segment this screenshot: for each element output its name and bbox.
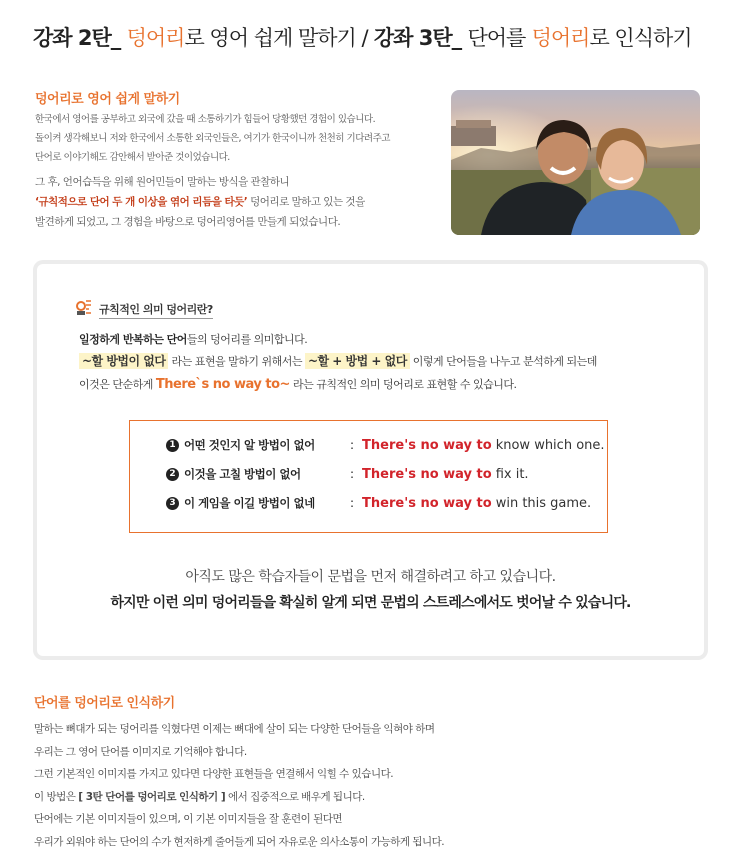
example-colon: : xyxy=(350,438,355,452)
two-women-photo xyxy=(451,90,700,235)
example-row xyxy=(166,437,605,453)
example-number-badge: 2 xyxy=(166,468,179,481)
example-colon: : xyxy=(350,496,355,510)
example-korean: 어떤 것인지 알 방법이 없어 xyxy=(184,438,315,452)
title-part2-bold: 강좌 3탄_ xyxy=(373,26,462,50)
example-number-badge: 1 xyxy=(166,439,179,452)
card-line3 xyxy=(79,376,516,392)
section3-line4-rest: 에서 집중적으로 배우게 됩니다. xyxy=(225,790,365,803)
card-heading-label: 규칙적인 의미 덩어리란? xyxy=(99,301,213,319)
section1-heading: 덩어리로 영어 쉽게 말하기 xyxy=(35,92,180,107)
section1-p2-line2-rest: 덩어리로 말하고 있는 것을 xyxy=(247,196,365,208)
section3-line: 우리가 외워야 하는 단어의 수가 현저하게 줄어들게 되어 자유로운 의사소통이 가능하게 됩니다. xyxy=(34,835,445,848)
example-english: know which one. xyxy=(495,437,605,453)
title-part2-rest: 로 인식하기 xyxy=(589,26,692,50)
card-highlight2: ~할 + 방법 + 없다 xyxy=(305,353,410,369)
title-part1-bold: 강좌 2탄_ xyxy=(33,26,121,50)
photo-illustration xyxy=(451,90,700,235)
card-summary-line1: 아직도 많은 학습자들이 문법을 먼저 해결하려고 하고 있습니다. xyxy=(185,569,556,585)
section1-p1-line: 돌이켜 생각해보니 저와 한국에서 소통한 외국인들은, 여기가 한국이니까 천천히 기다려주고 xyxy=(35,133,390,144)
definition-card xyxy=(37,264,704,656)
section3-line4-pre: 이 방법은 xyxy=(34,790,79,803)
key-hole-icon xyxy=(75,298,93,322)
title-part2-highlight: 덩어리 xyxy=(531,26,590,50)
example-korean: 이 게임을 이길 방법이 없네 xyxy=(184,496,315,510)
section3-paragraph xyxy=(34,718,444,853)
section1-p2-line1: 그 후, 언어습득을 위해 원어민들이 말하는 방식을 관찰하니 xyxy=(35,176,290,188)
section3-heading: 단어를 덩어리로 인식하기 xyxy=(34,696,175,711)
example-phrase: There's no way to xyxy=(362,466,492,482)
section3-line: 우리는 그 영어 단어를 이미지로 기억해야 합니다. xyxy=(34,745,247,758)
card-line3-rest: 라는 규칙적인 의미 덩어리로 표현할 수 있습니다. xyxy=(289,378,517,391)
examples-box xyxy=(129,420,608,533)
card-heading xyxy=(75,298,213,322)
section1-paragraph2 xyxy=(35,172,365,232)
title-part1-rest: 로 영어 쉽게 말하기 / xyxy=(184,26,368,50)
card-line2-mid: 라는 표현을 말하기 위해서는 xyxy=(168,355,305,368)
card-line2-rest: 이렇게 단어들을 나누고 분석하게 되는데 xyxy=(409,355,597,368)
card-line1 xyxy=(79,331,307,347)
section1-p2-line3: 발견하게 되었고, 그 경험을 바탕으로 덩어리영어를 만들게 되었습니다. xyxy=(35,216,341,228)
section1-emphasis: ‘규칙적으로 단어 두 개 이상을 엮어 리듬을 타듯’ xyxy=(35,196,248,208)
section1-p2-line2 xyxy=(35,192,365,212)
section1-p1-line: 한국에서 영어를 공부하고 외국에 갔을 때 소통하기가 힘들어 당황했던 경험이 있습니다. xyxy=(35,114,376,125)
section3-line xyxy=(34,786,444,809)
card-line3-orange: There`s no way to~ xyxy=(155,377,290,392)
example-colon: : xyxy=(350,467,355,481)
card-summary-line2: 하지만 이런 의미 덩어리들을 확실히 알게 되면 문법의 스트레스에서도 벗어날 수 있습니다. xyxy=(110,595,631,611)
section3-line: 그런 기본적인 이미지를 가지고 있다면 다양한 표현들을 연결해서 익힐 수 있습니다. xyxy=(34,768,394,780)
card-line3-pre: 이것은 단순하게 xyxy=(79,378,156,391)
card-line1-bold: 일정하게 반복하는 단어 xyxy=(79,333,187,346)
card-line1-rest: 들의 덩어리를 의미합니다. xyxy=(186,333,308,346)
section3-line4-bold: [ 3탄 단어를 덩어리로 인식하기 ] xyxy=(78,790,226,803)
example-korean: 이것을 고칠 방법이 없어 xyxy=(184,467,301,481)
card-highlight1: ~할 방법이 없다 xyxy=(79,353,168,369)
example-english: fix it. xyxy=(495,466,529,482)
example-phrase: There's no way to xyxy=(362,437,492,453)
example-phrase: There's no way to xyxy=(362,495,492,511)
section1-p1-line: 단어로 이야기해도 감안해서 받아준 것이었습니다. xyxy=(35,152,230,163)
section3-line: 말하는 뼈대가 되는 덩어리를 익혔다면 이제는 뼈대에 살이 되는 다양한 단어들을 익혀야 하며 xyxy=(34,723,435,735)
section1-paragraph1 xyxy=(35,110,390,167)
example-row xyxy=(166,495,591,511)
example-number-badge: 3 xyxy=(166,497,179,510)
example-english: win this game. xyxy=(495,495,592,511)
example-row xyxy=(166,466,529,482)
card-line2 xyxy=(79,352,597,369)
section3-line: 단어에는 기본 이미지들이 있으며, 이 기본 이미지들을 잘 훈련이 된다면 xyxy=(34,813,343,825)
title-part1-highlight: 덩어리 xyxy=(126,26,185,50)
title-part2-pre: 단어를 xyxy=(467,26,526,50)
page-title xyxy=(33,22,692,52)
